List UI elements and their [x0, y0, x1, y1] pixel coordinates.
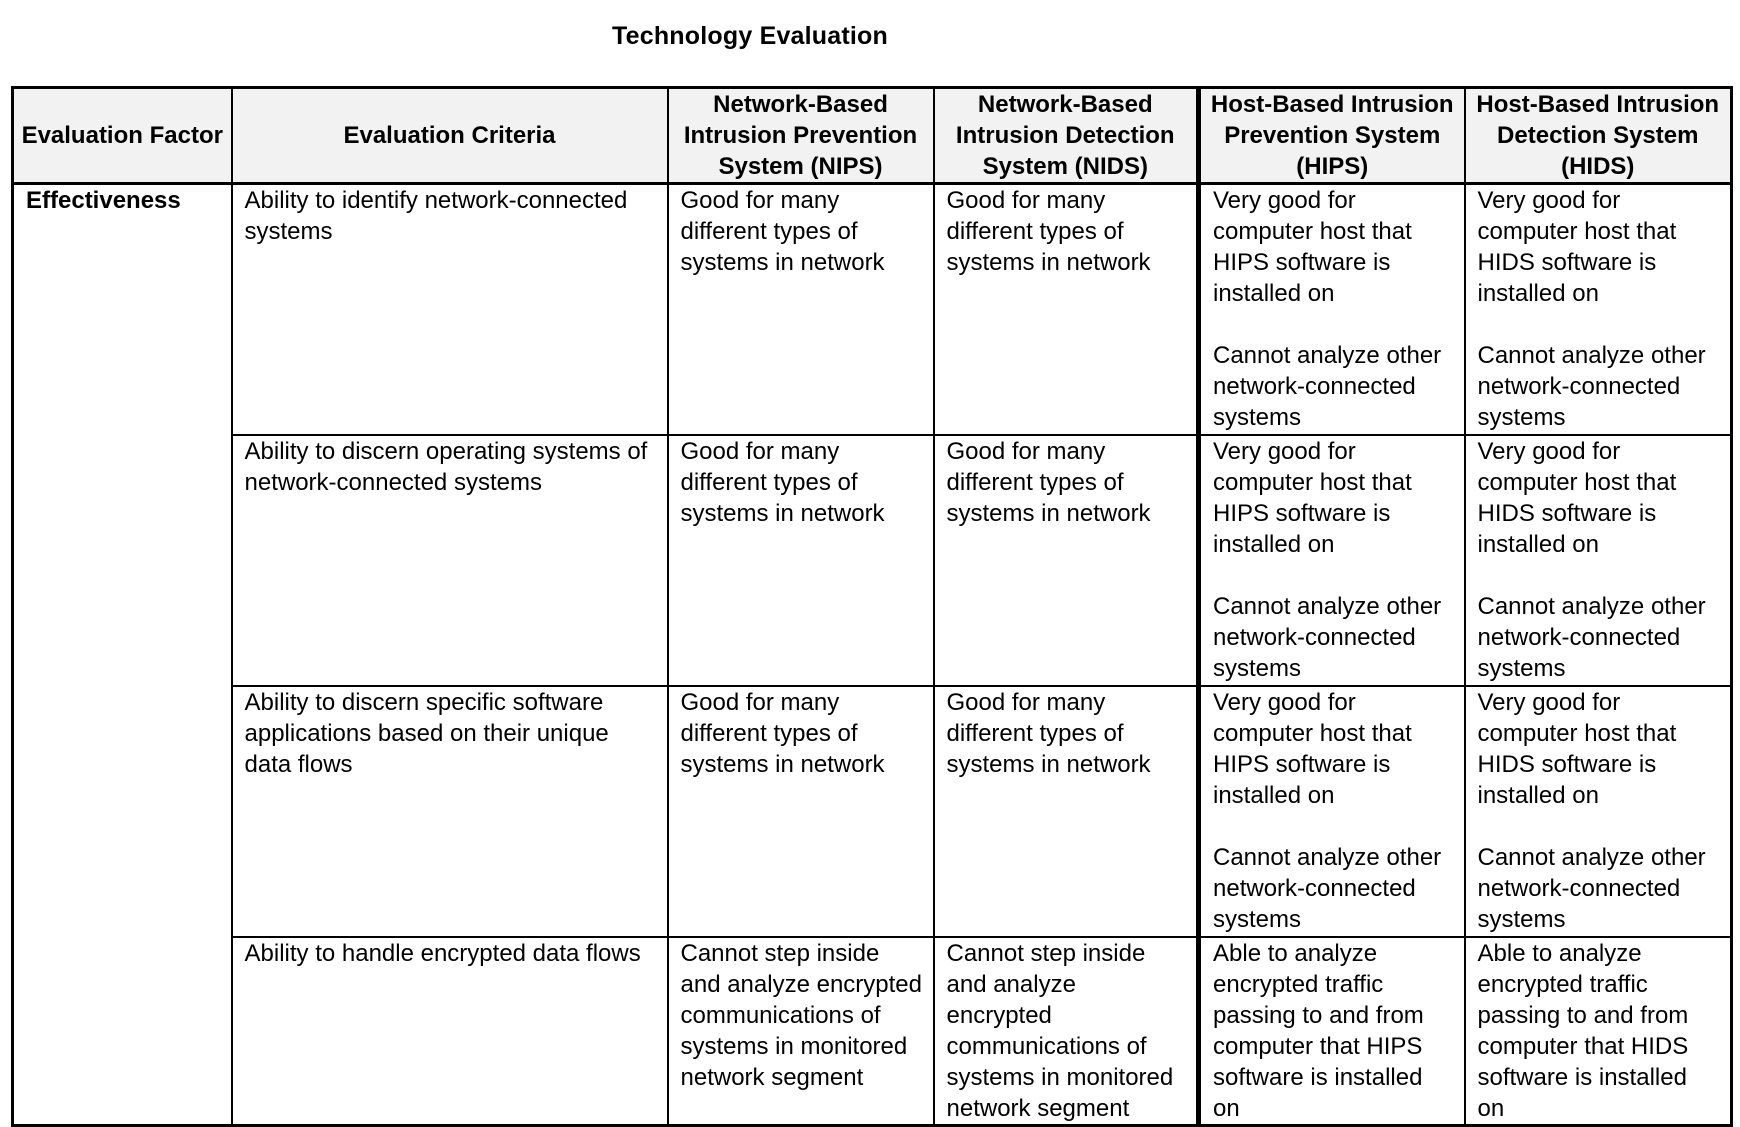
hids-text: Very good for computer host that HIDS software is installed on — [1477, 437, 1677, 558]
header-evaluation-criteria: Evaluation Criteria — [232, 88, 668, 184]
criteria-cell: Ability to discern specific software applications based on their unique data flows — [232, 686, 668, 937]
hids-note: Cannot analyze other network-connected systems — [1477, 843, 1706, 933]
table-row — [13, 184, 1732, 435]
nips-cell: Good for many different types of systems in network — [668, 435, 934, 686]
nids-cell: Good for many different types of systems in network — [934, 184, 1199, 435]
hips-cell — [1199, 435, 1465, 686]
hids-cell — [1465, 686, 1732, 937]
header-nips: Network-Based Intrusion Prevention System (NIPS) — [668, 88, 934, 184]
nips-cell: Good for many different types of systems in network — [668, 686, 934, 937]
header-evaluation-factor: Evaluation Factor — [13, 88, 232, 184]
header-hips: Host-Based Intrusion Prevention System (HIPS) — [1199, 88, 1465, 184]
hips-text: Very good for computer host that HIPS software is installed on — [1213, 437, 1412, 558]
table-row — [13, 435, 1732, 686]
hips-cell: Able to analyze encrypted traffic passing to and from computer that HIPS software is installed on — [1199, 937, 1465, 1126]
hids-text: Very good for computer host that HIDS software is installed on — [1477, 688, 1677, 809]
hips-note: Cannot analyze other network-connected systems — [1213, 843, 1442, 933]
page-title: Technology Evaluation — [612, 22, 888, 50]
nids-cell: Good for many different types of systems in network — [934, 686, 1199, 937]
criteria-cell: Ability to handle encrypted data flows — [232, 937, 668, 1126]
header-nids: Network-Based Intrusion Detection System (NIDS) — [934, 88, 1199, 184]
hips-note: Cannot analyze other network-connected systems — [1213, 342, 1442, 431]
evaluation-factor-cell — [13, 184, 232, 1126]
hids-cell: Able to analyze encrypted traffic passing to and from computer that HIDS software is installed on — [1465, 937, 1732, 1126]
table-row — [13, 686, 1732, 937]
hids-text: Very good for computer host that HIDS software is installed on — [1477, 187, 1677, 307]
hids-note: Cannot analyze other network-connected systems — [1477, 342, 1706, 431]
nids-cell: Cannot step inside and analyze encrypted communications of systems in monitored network segment — [934, 937, 1199, 1126]
hids-cell — [1465, 435, 1732, 686]
nips-cell: Good for many different types of systems in network — [668, 184, 934, 435]
hips-cell — [1199, 184, 1465, 435]
hips-note: Cannot analyze other network-connected systems — [1213, 592, 1442, 682]
hips-text: Very good for computer host that HIPS software is installed on — [1213, 187, 1412, 307]
evaluation-table — [11, 86, 1733, 1127]
nips-cell: Cannot step inside and analyze encrypted communications of systems in monitored network segment — [668, 937, 934, 1126]
header-row — [13, 88, 1732, 184]
nids-cell: Good for many different types of systems in network — [934, 435, 1199, 686]
hids-note: Cannot analyze other network-connected systems — [1477, 592, 1706, 682]
table-row — [13, 937, 1732, 1126]
hips-cell — [1199, 686, 1465, 937]
hips-text: Very good for computer host that HIPS software is installed on — [1213, 688, 1412, 809]
criteria-cell: Ability to discern operating systems of network-connected systems — [232, 435, 668, 686]
hids-cell — [1465, 184, 1732, 435]
header-hids: Host-Based Intrusion Detection System (HIDS) — [1465, 88, 1732, 184]
criteria-cell: Ability to identify network-connected systems — [232, 184, 668, 435]
evaluation-factor-label: Effectiveness — [26, 187, 181, 214]
